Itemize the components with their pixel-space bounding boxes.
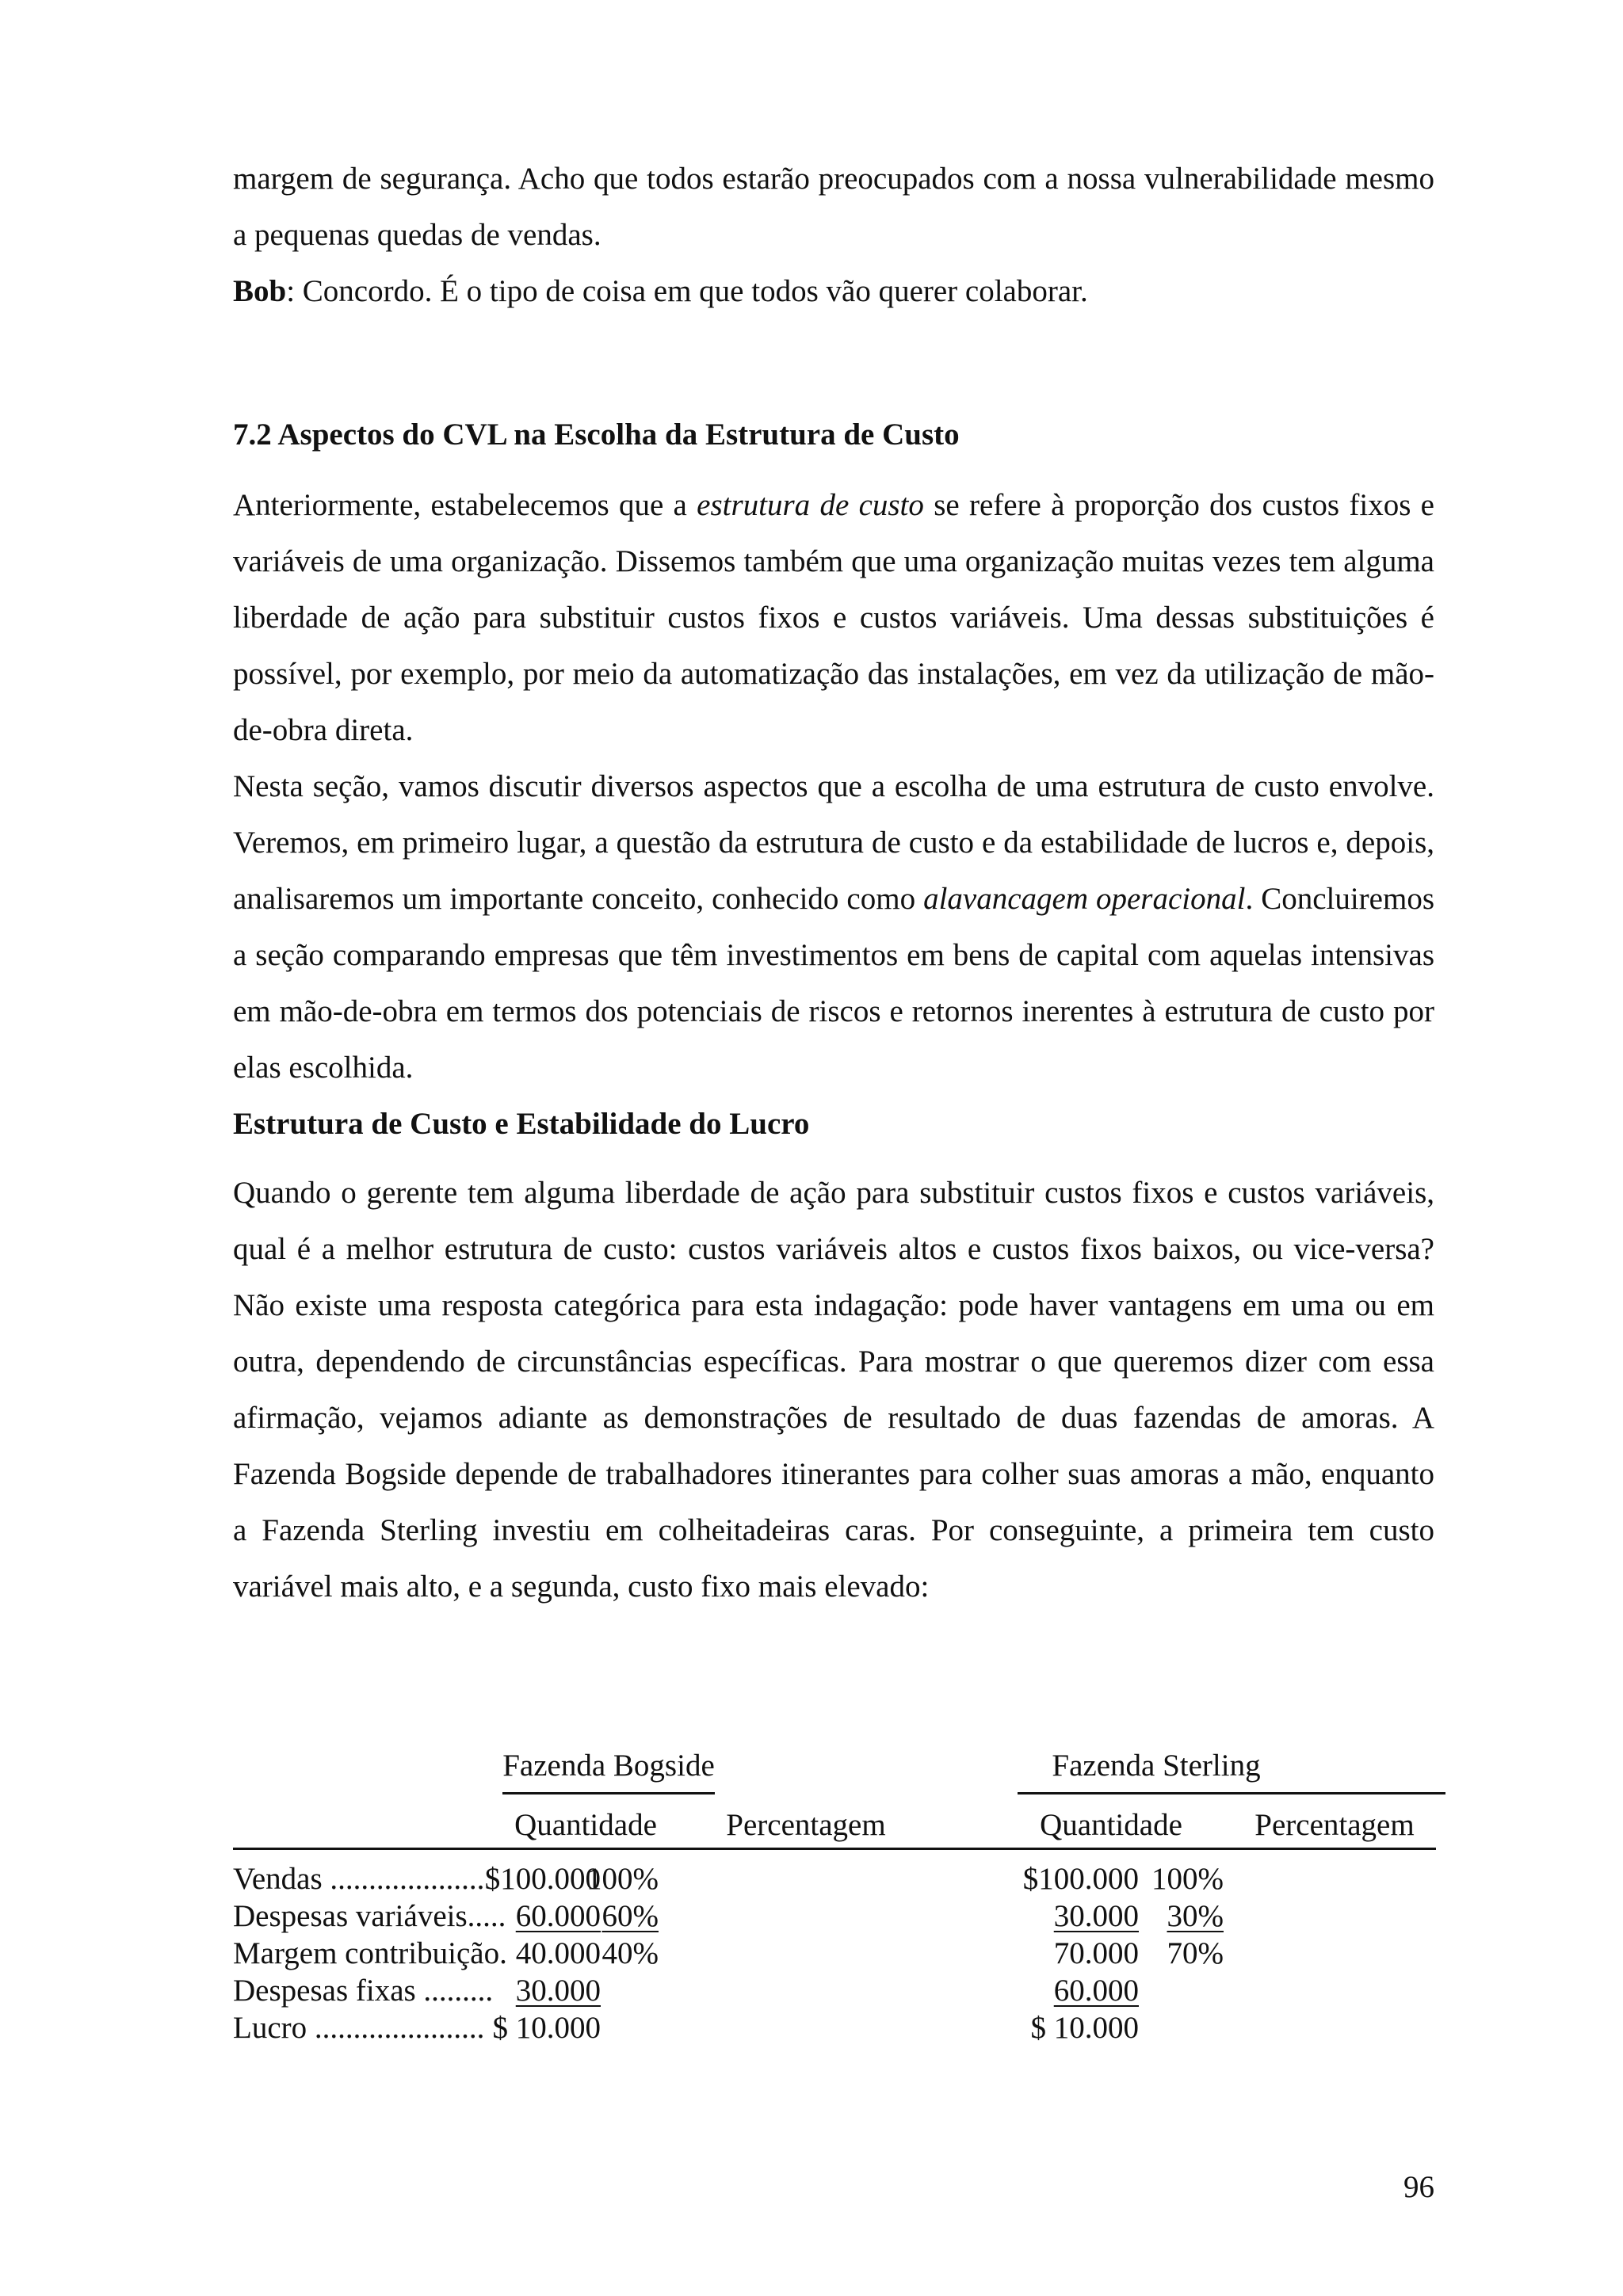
table-row xyxy=(233,1860,1453,1897)
row-label: Lucro ...................... xyxy=(233,2011,485,2045)
bogside-qty: 40.000 xyxy=(515,1936,601,1970)
sterling-qty: $100.000 xyxy=(1022,1862,1139,1896)
bogside-qty: 60.000 xyxy=(515,1899,601,1933)
group-header-sterling: Fazenda Sterling xyxy=(1052,1749,1261,1783)
col-header-sterling-qty: Quantidade xyxy=(1040,1808,1182,1842)
table-row xyxy=(233,1972,1453,2009)
sterling-pct: 100% xyxy=(1151,1862,1224,1896)
paragraph-bob xyxy=(233,263,1434,319)
nesta-text-a: Nesta seção, vamos discutir diversos aspectos que a escolha de uma estrutura de custo envolve. Veremos, em primeiro lugar, a questão da estrutura de custo e da estabilidade de lucros e, depois, analisaremos um importante conceito, conhecido como xyxy=(233,769,1434,916)
sterling-qty: 60.000 xyxy=(1053,1974,1139,2008)
sterling-qty: 70.000 xyxy=(1053,1936,1139,1970)
ant-text-b: se refere à proporção dos custos fixos e variáveis de uma organização. Dissemos também que uma organização muitas vezes tem alguma liberdade de ação para substituir custos fixos e custos variáveis. Uma dessas substituições é possível, por exemplo, por meio da automatização das instalações, em vez da utilização de mão-de-obra direta. xyxy=(233,488,1434,747)
bogside-qty: 30.000 xyxy=(515,1974,601,2008)
rule-sterling xyxy=(1018,1792,1445,1794)
table-row xyxy=(233,2009,1453,2046)
paragraph-quando: Quando o gerente tem alguma liberdade de ação para substituir custos fixos e custos variáveis, qual é a melhor estrutura de custo: custos variáveis altos e custos fixos baixos, ou vice-versa? Não existe uma resposta categórica para esta indagação: pode haver vantagens em uma ou em outra, dependendo de circunstâncias específicas. Para mostrar o que queremos dizer com essa afirmação, vejamos adiante as demonstrações de resultado de duas fazendas de amoras. A Fazenda Bogside depende de trabalhadores itinerantes para colher suas amoras a mão, enquanto a Fazenda Sterling investiu em colheitadeiras caras. Por conseguinte, a primeira tem custo variável mais alto, e a segunda, custo fixo mais elevado: xyxy=(233,1176,1434,1604)
group-header-bogside: Fazenda Bogside xyxy=(502,1749,715,1783)
ant-emphasis: estrutura de custo xyxy=(697,488,924,522)
row-label: Despesas variáveis..... xyxy=(233,1899,506,1933)
page-content xyxy=(233,151,1434,1615)
bogside-pct: 40% xyxy=(601,1936,659,1970)
page-number: 96 xyxy=(1403,2170,1434,2204)
bogside-pct: 100% xyxy=(586,1862,659,1896)
col-header-bogside-pct: Percentagem xyxy=(726,1808,886,1842)
bob-text: : Concordo. É o tipo de coisa em que todos vão querer colaborar. xyxy=(286,274,1088,308)
sterling-qty: 30.000 xyxy=(1053,1899,1139,1933)
table-row xyxy=(233,1935,1453,1972)
ant-text-a: Anteriormente, estabelecemos que a xyxy=(233,488,697,522)
sterling-pct: 70% xyxy=(1167,1936,1224,1970)
rule-header xyxy=(233,1848,1436,1850)
nesta-emphasis: alavancagem operacional xyxy=(923,882,1246,916)
col-header-sterling-pct: Percentagem xyxy=(1254,1808,1415,1842)
nesta-text-b: . Concluiremos a seção comparando empresas que têm investimentos em bens de capital com aquelas intensivas em mão-de-obra em termos dos potenciais de riscos e retornos inerentes à estrutura de custo por elas escolhida. xyxy=(233,882,1434,1085)
col-header-bogside-qty: Quantidade xyxy=(514,1808,657,1842)
bogside-qty: $ 10.000 xyxy=(492,2011,601,2045)
paragraph-margem: margem de segurança. Acho que todos estarão preocupados com a nossa vulnerabilidade mesmo a pequenas quedas de vendas. xyxy=(233,162,1434,252)
table-row xyxy=(233,1897,1453,1935)
paragraph-anteriormente xyxy=(233,477,1434,758)
bogside-pct: 60% xyxy=(601,1899,659,1933)
rule-bogside xyxy=(502,1792,715,1794)
subsection-title: Estrutura de Custo e Estabilidade do Lucro xyxy=(233,1107,810,1141)
section-title: 7.2 Aspectos do CVL na Escolha da Estrutura de Custo xyxy=(233,418,960,452)
sterling-pct: 30% xyxy=(1167,1899,1224,1933)
row-label: Margem contribuição. xyxy=(233,1936,507,1970)
paragraph-nesta-secao xyxy=(233,758,1434,1096)
row-label: Vendas .................... xyxy=(233,1862,485,1896)
bogside-qty: $100.000 xyxy=(484,1862,601,1896)
row-label: Despesas fixas ......... xyxy=(233,1974,494,2008)
speaker-bob: Bob xyxy=(233,274,287,308)
sterling-qty: $ 10.000 xyxy=(1030,2011,1139,2045)
